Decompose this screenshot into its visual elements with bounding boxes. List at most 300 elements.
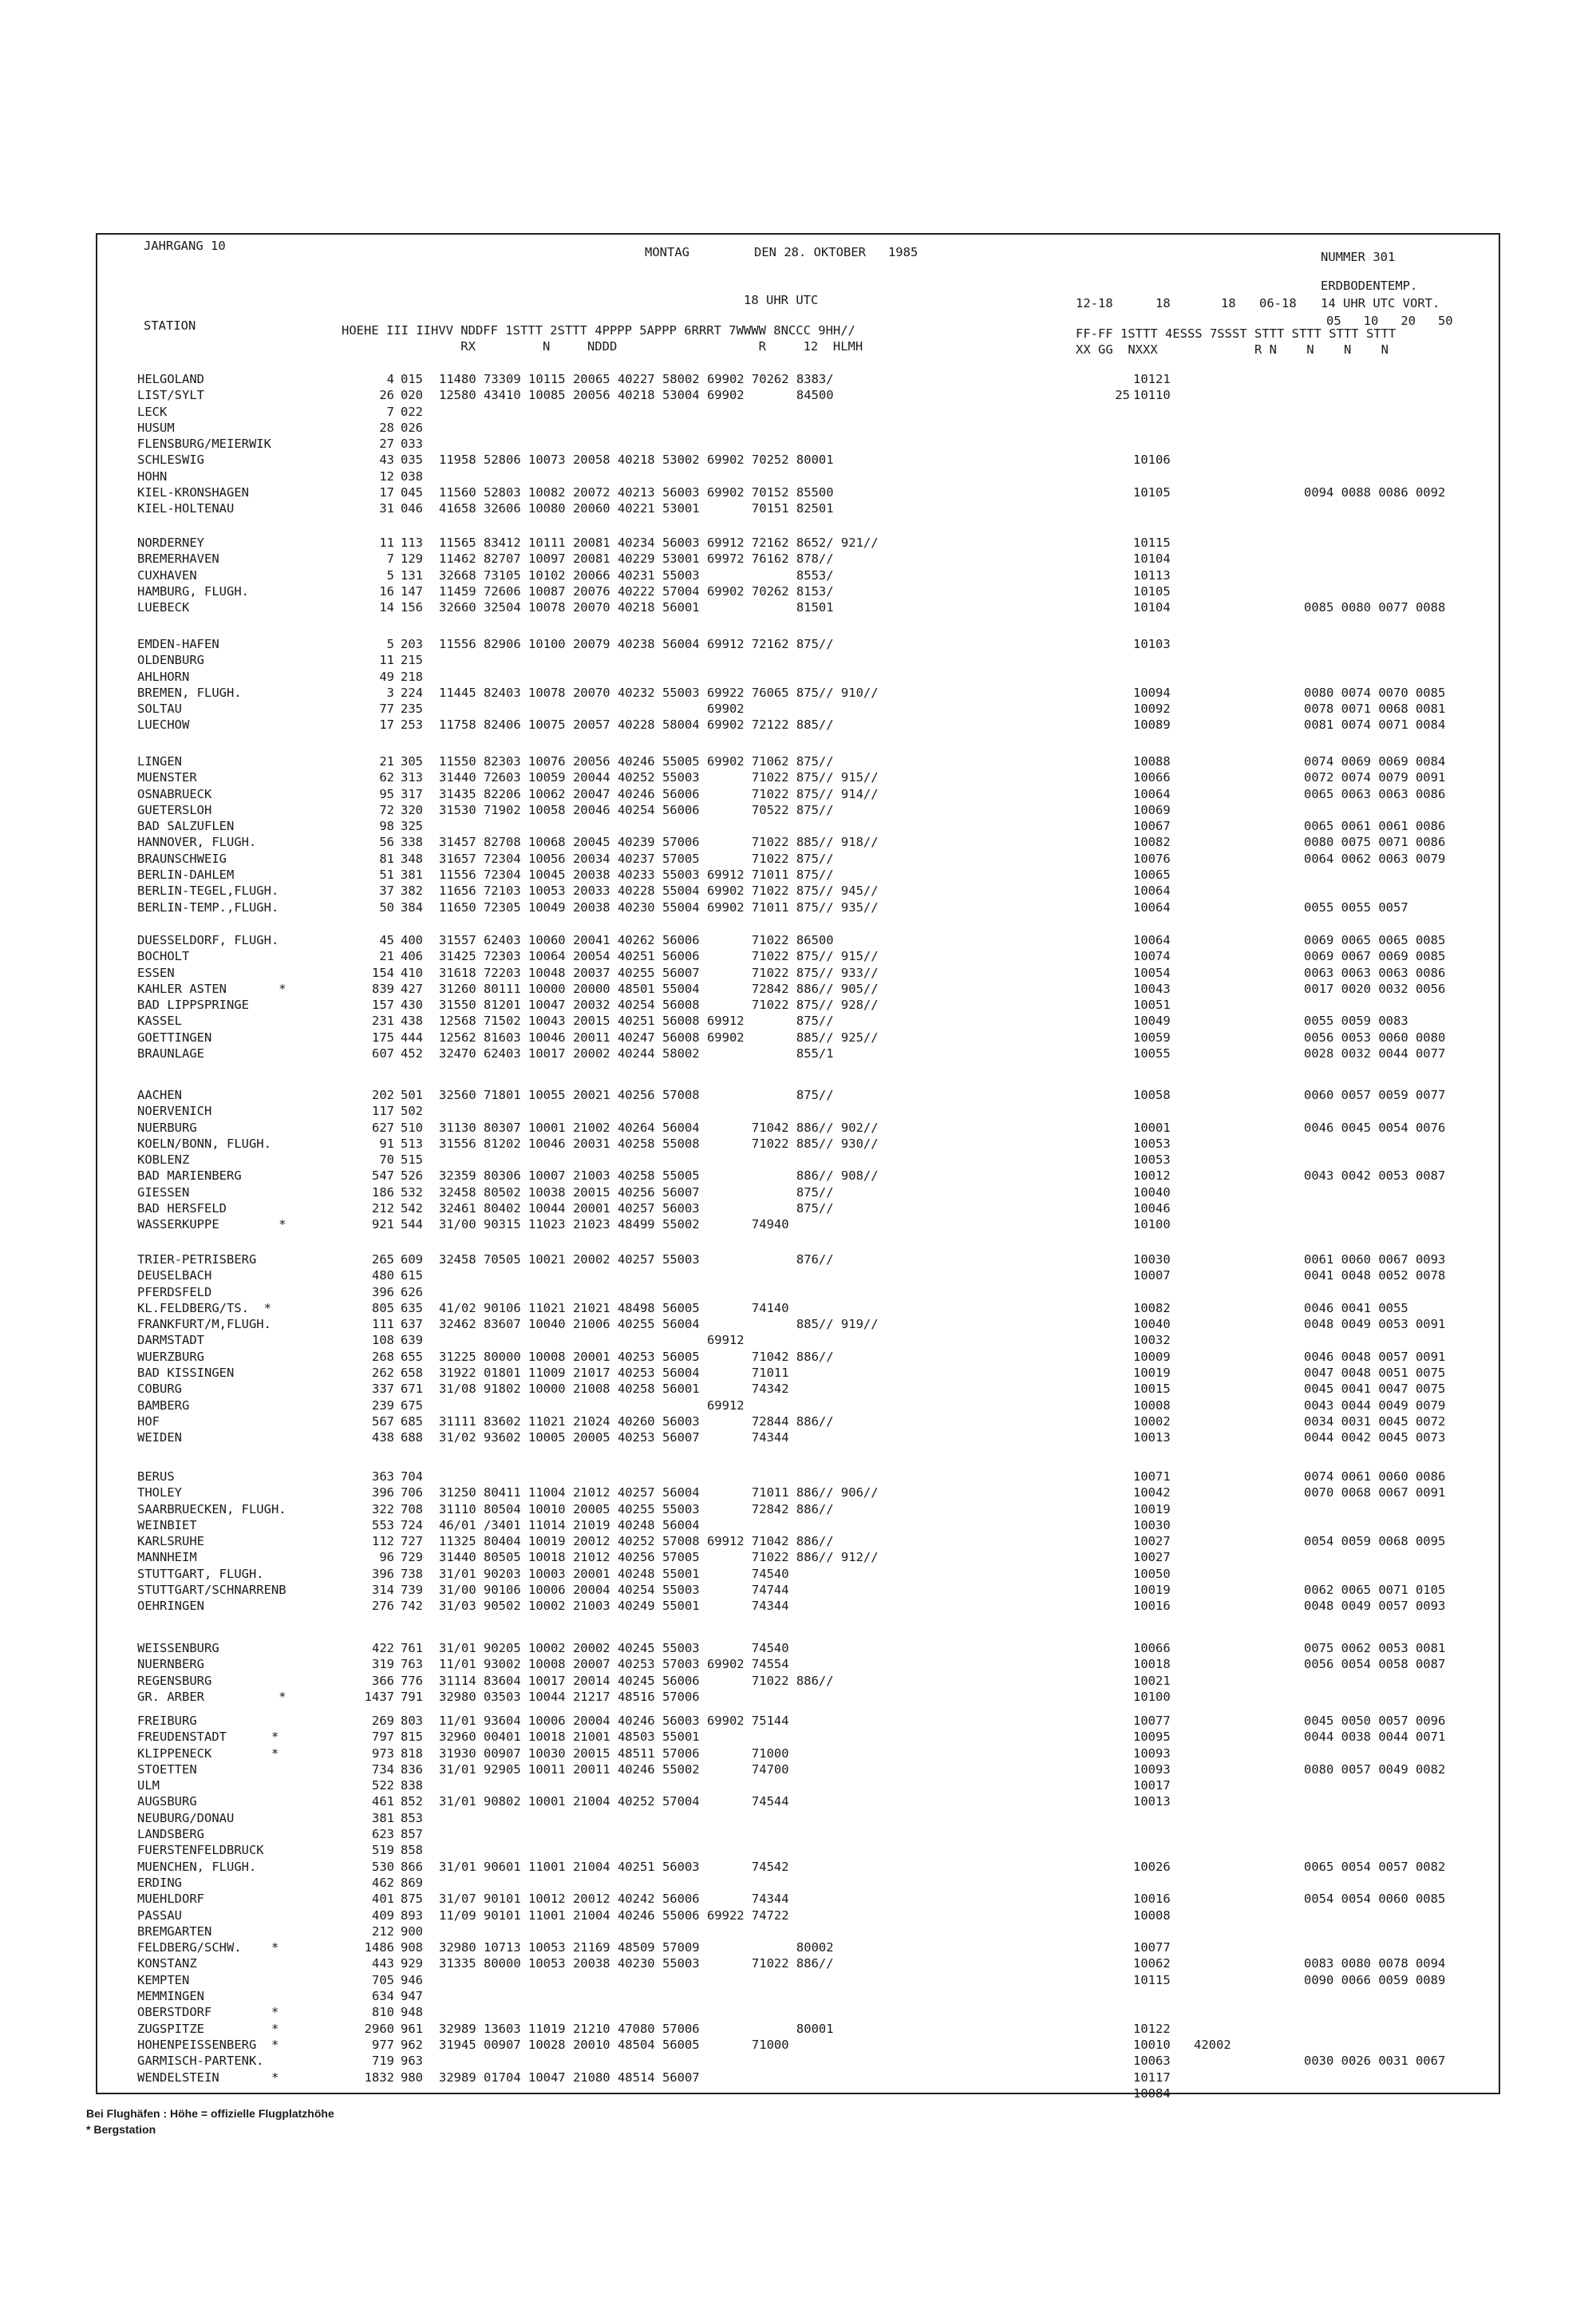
table-row (0, 1891, 1596, 1907)
table-row (0, 1673, 1596, 1689)
station-name: GIESSEN (137, 1184, 190, 1200)
station-id: 410 (401, 965, 423, 980)
table-row (0, 1875, 1596, 1891)
right-code-subheading: XX GG NXXX R N N N N (1076, 342, 1389, 357)
station-name: FREIBURG (137, 1714, 197, 1728)
station-name: TRIER-PETRISBERG (137, 1252, 257, 1267)
temp-1sttt: 10115 (1133, 1972, 1171, 1987)
station-name: LUEBECK (137, 600, 190, 615)
synop-18utc: 11560 52803 10082 20072 40213 56003 69902 70152 85500 (439, 485, 834, 500)
station-name: BRAUNSCHWEIG (137, 851, 227, 866)
station-height: 98 (379, 819, 394, 834)
station-name: OBERSTDORF * (137, 2005, 279, 2020)
synop-18utc: 69912 (439, 1333, 745, 1348)
table-row (0, 1972, 1596, 1988)
station-name: NORDERNEY (137, 536, 204, 550)
station-id: 544 (401, 1217, 423, 1232)
station-height: 480 (372, 1268, 394, 1283)
station-height: 21 (379, 949, 394, 964)
table-row (0, 1501, 1596, 1517)
station-height: 547 (372, 1168, 394, 1184)
table-row (0, 685, 1596, 701)
table-row (0, 1120, 1596, 1136)
temp-1sttt: 10030 (1133, 1252, 1171, 1267)
station-name: HANNOVER, FLUGH. (137, 835, 257, 850)
station-id: 688 (401, 1430, 423, 1445)
station-id: 502 (401, 1104, 423, 1119)
table-row (0, 484, 1596, 500)
temp-1sttt: 10089 (1133, 718, 1171, 733)
temp-1sttt: 10027 (1133, 1534, 1171, 1549)
table-row (0, 2021, 1596, 2037)
soil-temps: 0081 0074 0071 0084 (1304, 718, 1446, 733)
station-id: 908 (401, 1940, 423, 1955)
synop-18utc: 11758 82406 10075 20057 40228 58004 69902 72122 885// (439, 718, 834, 733)
station-name: FUERSTENFELDBRUCK (137, 1843, 264, 1858)
station-name: BRAUNLAGE (137, 1046, 204, 1062)
utc18-heading: 18 UHR UTC (744, 293, 819, 307)
station-height: 37 (379, 884, 394, 899)
station-id: 852 (401, 1794, 423, 1809)
station-name: OLDENBURG (137, 653, 204, 668)
issue-number: NUMMER 301 (1321, 250, 1396, 264)
temp-1sttt: 10069 (1133, 802, 1171, 817)
station-height: 45 (379, 933, 394, 947)
synop-18utc: 31/01 90205 10002 20002 40245 55003 74540 (439, 1641, 789, 1655)
table-row (0, 404, 1596, 420)
table-row (0, 717, 1596, 733)
station-height: 5 (386, 637, 394, 651)
code-heading: HOEHE III IIHVV NDDFF 1STTT 2STTT 4PPPP 5APPP 6RRRT 7WWWW 8NCCC 9HH// (342, 323, 855, 338)
station-height: 202 (372, 1088, 394, 1102)
station-id: 253 (401, 718, 423, 733)
temp-1sttt: 10019 (1133, 1501, 1171, 1516)
synop-18utc: 31111 83602 11021 21024 40260 56003 72844 886// (439, 1413, 834, 1429)
synop-18utc: 31/02 93602 10005 20005 40253 56007 74344 (439, 1430, 789, 1445)
station-name: LINGEN (137, 754, 182, 769)
synop-18utc: 11565 83412 10111 20081 40234 56003 69912 72162 8652/ 921// (439, 536, 879, 550)
synop-18utc: 32470 62403 10017 20002 40244 58002 855/1 (439, 1046, 834, 1062)
temp-1sttt: 10094 (1133, 685, 1171, 700)
station-id: 022 (401, 404, 423, 419)
station-id: 729 (401, 1550, 423, 1565)
station-height: 31 (379, 501, 394, 516)
station-height: 623 (372, 1827, 394, 1842)
table-row (0, 948, 1596, 964)
station-height: 797 (372, 1730, 394, 1745)
synop-18utc: 11445 82403 10078 20070 40232 55003 69922 76065 875// 910// (439, 685, 879, 700)
station-name: WEINBIET (137, 1517, 197, 1532)
synop-18utc: 32458 70505 10021 20002 40257 55003 876// (439, 1252, 834, 1267)
synop-18utc: 31/00 90106 10006 20004 40254 55003 74744 (439, 1583, 789, 1598)
table-row (0, 2085, 1596, 2101)
issue-date: DEN 28. OKTOBER 1985 (754, 245, 918, 259)
station-id: 045 (401, 485, 423, 500)
table-row (0, 1013, 1596, 1029)
temp-1sttt: 10019 (1133, 1583, 1171, 1598)
station-height: 519 (372, 1843, 394, 1858)
station-height: 322 (372, 1501, 394, 1516)
station-height: 70 (379, 1152, 394, 1168)
station-id: 046 (401, 501, 423, 516)
temp-1sttt: 10066 (1133, 1641, 1171, 1655)
station-id: 215 (401, 653, 423, 668)
table-row (0, 1216, 1596, 1232)
station-group (0, 1640, 1596, 1705)
table-row (0, 436, 1596, 452)
synop-18utc: 12568 71502 10043 20015 40251 56008 69912 875// (439, 1014, 834, 1029)
temp-1sttt: 10012 (1133, 1168, 1171, 1184)
temp-1sttt: 10104 (1133, 600, 1171, 615)
table-row (0, 2004, 1596, 2020)
synop-18utc: 31/01 90601 11001 21004 40251 56003 74542 (439, 1859, 789, 1874)
temp-1sttt: 10093 (1133, 1761, 1171, 1777)
table-row (0, 1349, 1596, 1365)
station-height: 231 (372, 1014, 394, 1029)
station-height: 17 (379, 718, 394, 733)
station-name: BERLIN-DAHLEM (137, 868, 235, 883)
synop-18utc: 31435 82206 10062 20047 40246 56006 71022 875// 914// (439, 786, 879, 801)
station-height: 381 (372, 1810, 394, 1825)
soil-temps: 0041 0048 0052 0078 (1304, 1268, 1446, 1283)
table-row (0, 1793, 1596, 1809)
station-height: 719 (372, 2054, 394, 2069)
station-name: ESSEN (137, 965, 175, 980)
temp-1sttt: 10019 (1133, 1366, 1171, 1381)
station-height: 269 (372, 1714, 394, 1728)
temp-1sttt: 10082 (1133, 1300, 1171, 1315)
station-group (0, 932, 1596, 1062)
synop-18utc: 32668 73105 10102 20066 40231 55003 8553/ (439, 567, 834, 583)
station-id: 980 (401, 2070, 423, 2085)
soil-temps: 0069 0067 0069 0085 (1304, 949, 1446, 964)
station-name: ZUGSPITZE * (137, 2021, 279, 2036)
soil-temps: 0044 0042 0045 0073 (1304, 1430, 1446, 1445)
table-row (0, 1955, 1596, 1971)
synop-18utc: 11462 82707 10097 20081 40229 53001 69972 76162 878// (439, 552, 834, 567)
temp-1sttt: 10095 (1133, 1730, 1171, 1745)
station-id: 739 (401, 1583, 423, 1598)
station-name: NUERBURG (137, 1120, 197, 1135)
table-row (0, 1640, 1596, 1656)
station-name: MUENCHEN, FLUGH. (137, 1859, 257, 1874)
station-name: REGENSBURG (137, 1673, 212, 1688)
temp-1sttt: 10113 (1133, 567, 1171, 583)
station-name: WUERZBURG (137, 1349, 204, 1364)
temp-1sttt: 10053 (1133, 1136, 1171, 1151)
station-name: BERLIN-TEGEL,FLUGH. (137, 884, 279, 899)
table-row (0, 1810, 1596, 1826)
station-height: 51 (379, 868, 394, 883)
station-name: EMDEN-HAFEN (137, 637, 219, 651)
synop-18utc: 31945 00907 10028 20010 48504 56005 71000 (439, 2037, 789, 2052)
station-id: 900 (401, 1923, 423, 1939)
soil-temps: 0070 0068 0067 0091 (1304, 1485, 1446, 1500)
temp-1sttt: 10088 (1133, 754, 1171, 769)
table-row (0, 371, 1596, 387)
synop-18utc: 11556 82906 10100 20079 40238 56004 69912 72162 875// (439, 637, 834, 651)
synop-18utc: 32980 10713 10053 21169 48509 57009 80002 (439, 1940, 834, 1955)
soil-temps: 0043 0044 0049 0079 (1304, 1398, 1446, 1413)
station-id: 615 (401, 1268, 423, 1283)
station-height: 921 (372, 1217, 394, 1232)
synop-18utc: 11/09 90101 11001 21004 40246 55006 69922 74722 (439, 1908, 789, 1923)
station-id: 704 (401, 1469, 423, 1484)
station-id: 635 (401, 1300, 423, 1315)
jahrgang: JAHRGANG 10 (144, 239, 226, 253)
station-name: BERLIN-TEMP.,FLUGH. (137, 899, 279, 915)
station-height: 77 (379, 702, 394, 717)
synop-18utc: 31557 62403 10060 20041 40262 56006 71022 86500 (439, 933, 834, 947)
table-row (0, 2070, 1596, 2085)
station-id: 020 (401, 388, 423, 403)
station-group (0, 1469, 1596, 1615)
temp-1sttt: 10115 (1133, 536, 1171, 550)
station-heading: STATION (144, 318, 196, 333)
station-height: 268 (372, 1349, 394, 1364)
station-name: AACHEN (137, 1088, 182, 1102)
synop-18utc: 11/01 93002 10008 20007 40253 57003 69902 74554 (439, 1657, 789, 1672)
station-group (0, 753, 1596, 915)
temp-1sttt: 10077 (1133, 1940, 1171, 1955)
station-name: KASSEL (137, 1014, 182, 1029)
synop-18utc: 31/08 91802 10000 21008 40258 56001 74342 (439, 1382, 789, 1397)
temp-1sttt: 10062 (1133, 1956, 1171, 1971)
station-id: 685 (401, 1413, 423, 1429)
table-row (0, 452, 1596, 468)
station-name: CUXHAVEN (137, 567, 197, 583)
table-row (0, 1200, 1596, 1216)
station-id: 382 (401, 884, 423, 899)
soil-temps: 0044 0038 0044 0071 (1304, 1730, 1446, 1745)
station-height: 1437 (364, 1689, 394, 1704)
soil-temps: 0054 0054 0060 0085 (1304, 1892, 1446, 1907)
table-row (0, 1939, 1596, 1955)
table-row (0, 1549, 1596, 1565)
station-height: 607 (372, 1046, 394, 1062)
right-code-heading: FF-FF 1STTT 4ESSS 7SSST STTT STTT STTT STTT (1076, 326, 1396, 341)
temp-1sttt: 10093 (1133, 1745, 1171, 1761)
station-name: NEUBURG/DONAU (137, 1810, 235, 1825)
temp-1sttt: 10071 (1133, 1469, 1171, 1484)
synop-18utc: 11958 52806 10073 20058 40218 53002 69902 70252 80001 (439, 453, 834, 468)
soil-temps: 0045 0041 0047 0075 (1304, 1382, 1446, 1397)
station-id: 853 (401, 1810, 423, 1825)
station-id: 033 (401, 437, 423, 452)
station-name: MUENSTER (137, 770, 197, 785)
synop-18utc: 11/01 93604 10006 20004 40246 56003 69902 75144 (439, 1714, 789, 1728)
soil-temps: 0028 0032 0044 0077 (1304, 1046, 1446, 1062)
station-name: KONSTANZ (137, 1956, 197, 1971)
temp-1sttt: 10053 (1133, 1152, 1171, 1168)
soil-temps: 0048 0049 0053 0091 (1304, 1317, 1446, 1332)
table-row (0, 535, 1596, 551)
station-name: COBURG (137, 1382, 182, 1397)
synop-18utc: 31556 81202 10046 20031 40258 55008 71022 885// 930// (439, 1136, 879, 1151)
synop-18utc: 31/01 90802 10001 21004 40252 57004 74544 (439, 1794, 789, 1809)
station-name: AUGSBURG (137, 1794, 197, 1809)
station-name: STUTTGART/SCHNARRENB (137, 1583, 286, 1598)
station-height: 5 (386, 567, 394, 583)
station-name: GARMISCH-PARTENK. (137, 2054, 264, 2069)
station-id: 671 (401, 1382, 423, 1397)
station-name: DEUSELBACH (137, 1268, 212, 1283)
temp-1sttt: 10063 (1133, 2054, 1171, 2069)
synop-18utc: 31440 72603 10059 20044 40252 55003 71022 875// 915// (439, 770, 879, 785)
station-id: 791 (401, 1689, 423, 1704)
table-row (0, 2037, 1596, 2053)
soil-temps: 0060 0057 0059 0077 (1304, 1088, 1446, 1102)
table-row (0, 834, 1596, 850)
table-row (0, 899, 1596, 915)
station-height: 26 (379, 388, 394, 403)
temp-1sttt: 10050 (1133, 1566, 1171, 1581)
station-id: 384 (401, 899, 423, 915)
station-id: 406 (401, 949, 423, 964)
station-height: 438 (372, 1430, 394, 1445)
table-row (0, 802, 1596, 818)
temp-1sttt: 10077 (1133, 1714, 1171, 1728)
station-id: 626 (401, 1284, 423, 1299)
station-name: KLIPPENECK * (137, 1745, 279, 1761)
temp-1sttt: 10009 (1133, 1349, 1171, 1364)
station-height: 634 (372, 1989, 394, 2004)
temp-1sttt: 10015 (1133, 1382, 1171, 1397)
table-row (0, 1729, 1596, 1745)
temp-1sttt: 10059 (1133, 1030, 1171, 1045)
station-height: 112 (372, 1534, 394, 1549)
table-row (0, 551, 1596, 567)
station-id: 444 (401, 1030, 423, 1045)
soil-temps: 0055 0059 0083 (1304, 1014, 1408, 1029)
station-id: 348 (401, 851, 423, 866)
station-height: 553 (372, 1517, 394, 1532)
temp-1sttt: 10051 (1133, 998, 1171, 1013)
station-name: BERUS (137, 1469, 175, 1484)
wind-ff: 25 (1115, 388, 1130, 403)
station-height: 1486 (364, 1940, 394, 1955)
table-row (0, 1413, 1596, 1429)
table-row (0, 1859, 1596, 1875)
table-row (0, 583, 1596, 599)
table-row (0, 753, 1596, 769)
station-id: 526 (401, 1168, 423, 1184)
soil-temps: 0046 0048 0057 0091 (1304, 1349, 1446, 1364)
synop-18utc: 31/01 90203 10003 20001 40248 55001 74540 (439, 1566, 789, 1581)
station-height: 705 (372, 1972, 394, 1987)
table-row (0, 567, 1596, 583)
soil-temps: 0080 0075 0071 0086 (1304, 835, 1446, 850)
station-id: 639 (401, 1333, 423, 1348)
station-height: 43 (379, 453, 394, 468)
station-id: 218 (401, 669, 423, 684)
soil-temps: 0065 0063 0063 0086 (1304, 786, 1446, 801)
temp-1sttt: 10100 (1133, 1689, 1171, 1704)
station-name: GUETERSLOH (137, 802, 212, 817)
station-name: ULM (137, 1778, 160, 1793)
table-row (0, 1152, 1596, 1168)
temp-1sttt: 10008 (1133, 1398, 1171, 1413)
col-12-18: 12-18 (1076, 296, 1113, 310)
station-name: HOF (137, 1413, 160, 1429)
station-id: 129 (401, 552, 423, 567)
station-height: 973 (372, 1745, 394, 1761)
station-height: 314 (372, 1583, 394, 1598)
table-row (0, 1168, 1596, 1184)
synop-18utc: 11480 73309 10115 20065 40227 58002 69902 70262 8383/ (439, 372, 834, 386)
station-name: HAMBURG, FLUGH. (137, 583, 249, 599)
synop-18utc: 32359 80306 10007 21003 40258 55005 886// 908// (439, 1168, 879, 1184)
station-id: 655 (401, 1349, 423, 1364)
station-id: 438 (401, 1014, 423, 1029)
synop-18utc: 32560 71801 10055 20021 40256 57008 875// (439, 1088, 834, 1102)
temp-1sttt: 10001 (1133, 1120, 1171, 1135)
station-height: 175 (372, 1030, 394, 1045)
station-name: BAD HERSFELD (137, 1201, 227, 1216)
station-id: 452 (401, 1046, 423, 1062)
table-row (0, 1923, 1596, 1939)
station-id: 224 (401, 685, 423, 700)
station-height: 3 (386, 685, 394, 700)
soil-temps: 0094 0088 0086 0092 (1304, 485, 1446, 500)
table-row (0, 1087, 1596, 1103)
station-id: 838 (401, 1778, 423, 1793)
station-height: 108 (372, 1333, 394, 1348)
station-name: KOELN/BONN, FLUGH. (137, 1136, 271, 1151)
station-name: LIST/SYLT (137, 388, 204, 403)
synop-18utc: 11656 72103 10053 20033 40228 55004 69902 71022 875// 945// (439, 884, 879, 899)
station-group (0, 1251, 1596, 1446)
station-name: SAARBRUECKEN, FLUGH. (137, 1501, 286, 1516)
table-row (0, 1761, 1596, 1777)
station-height: 396 (372, 1284, 394, 1299)
station-height: 17 (379, 485, 394, 500)
station-name: HUSUM (137, 420, 175, 435)
synop-18utc: 11325 80404 10019 20012 40252 57008 69912 71042 886// (439, 1534, 834, 1549)
temp-1sttt: 10043 (1133, 981, 1171, 996)
synop-18utc: 31657 72304 10056 20034 40237 57005 71022 875// (439, 851, 834, 866)
table-row (0, 818, 1596, 834)
station-name: KAHLER ASTEN * (137, 981, 286, 996)
station-height: 522 (372, 1778, 394, 1793)
station-id: 803 (401, 1714, 423, 1728)
table-row (0, 1713, 1596, 1729)
synop-18utc: 11556 72304 10045 20038 40233 55003 69912 71011 875// (439, 868, 834, 883)
weekday: MONTAG (645, 245, 689, 259)
synop-18utc: 31/00 90315 11023 21023 48499 55002 74940 (439, 1217, 789, 1232)
erdboden-title: ERDBODENTEMP. (1321, 279, 1418, 293)
station-height: 154 (372, 965, 394, 980)
station-height: 1832 (364, 2070, 394, 2085)
temp-1sttt: 10055 (1133, 1046, 1171, 1062)
station-name: KIEL-KRONSHAGEN (137, 485, 249, 500)
station-id: 948 (401, 2005, 423, 2020)
temp-1sttt: 10105 (1133, 583, 1171, 599)
soil-temps: 0064 0062 0063 0079 (1304, 851, 1446, 866)
synop-18utc: 31550 81201 10047 20032 40254 56008 71022 875// 928// (439, 998, 879, 1013)
table-row (0, 1777, 1596, 1793)
table-row (0, 965, 1596, 981)
footnote-airports: Bei Flughäfen : Höhe = offizielle Flugplatzhöhe (86, 2107, 334, 2120)
station-name: SOLTAU (137, 702, 182, 717)
station-id: 708 (401, 1501, 423, 1516)
soil-temps: 0072 0074 0079 0091 (1304, 770, 1446, 785)
table-row (0, 1136, 1596, 1152)
station-name: MUEHLDORF (137, 1892, 204, 1907)
soil-temps: 0075 0062 0053 0081 (1304, 1641, 1446, 1655)
synop-18utc: 31618 72203 10048 20037 40255 56007 71022 875// 933// (439, 965, 879, 980)
station-height: 810 (372, 2005, 394, 2020)
